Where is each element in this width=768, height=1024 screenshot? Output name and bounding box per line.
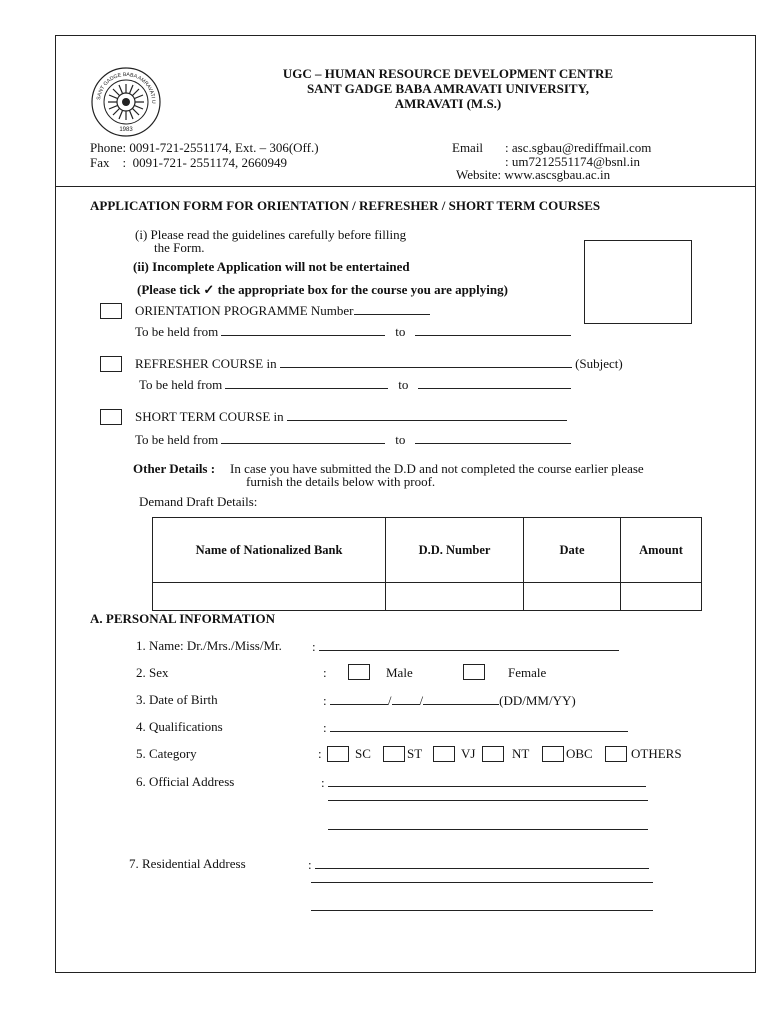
official-address-line-1[interactable]: [328, 774, 646, 787]
other-details-text-cont: furnish the details below with proof.: [246, 474, 436, 489]
dob-year-blank[interactable]: [423, 692, 499, 705]
demand-draft-table: [152, 517, 702, 611]
refresher-from-blank[interactable]: [225, 376, 388, 389]
dd-bank-cell[interactable]: [153, 583, 386, 611]
residential-address-line-1[interactable]: [315, 856, 649, 869]
category-colon: :: [318, 746, 322, 761]
tick-icon: ✓: [203, 282, 215, 297]
category-obc-label: OBC: [566, 746, 593, 761]
official-address-label: 6. Official Address: [136, 774, 235, 789]
male-checkbox[interactable]: [348, 664, 370, 680]
dob-month-blank[interactable]: [392, 692, 420, 705]
guideline-1-cont: the Form.: [154, 240, 205, 255]
header-city: AMRAVATI (M.S.): [394, 96, 502, 111]
qualifications-blank[interactable]: [330, 719, 628, 732]
official-address-field: :: [321, 774, 646, 791]
name-blank[interactable]: [319, 638, 619, 651]
guideline-1: (i) Please read the guidelines carefully before filling: [135, 227, 407, 242]
header-email-label: Email: [452, 140, 484, 155]
university-seal-logo: [90, 66, 162, 138]
residential-address-field: :: [308, 856, 649, 873]
refresher-row: REFRESHER COURSE in (Subject): [135, 356, 623, 371]
dd-number-cell[interactable]: [386, 583, 524, 611]
guideline-2: (ii) Incomplete Application will not be entertained: [133, 259, 410, 274]
residential-address-line-2[interactable]: [311, 882, 653, 883]
category-vj-label: VJ: [461, 746, 476, 761]
header-email-1: : asc.sgbau@rediffmail.com: [505, 140, 652, 155]
name-field: :: [312, 638, 619, 655]
header-university-name: SANT GADGE BABA AMRAVATI UNIVERSITY,: [306, 81, 590, 96]
category-vj-checkbox[interactable]: [433, 746, 455, 762]
header-email-2: : um7212551174@bsnl.in: [505, 154, 640, 169]
short-term-to-blank[interactable]: [415, 431, 571, 444]
header-phone: Phone: 0091-721-2551174, Ext. – 306(Off.): [90, 140, 319, 155]
form-title: APPLICATION FORM FOR ORIENTATION / REFRESHER / SHORT TERM COURSES: [90, 198, 601, 213]
table-row: [153, 583, 702, 611]
other-details-text: In case you have submitted the D.D and not completed the course earlier please: [230, 461, 644, 476]
refresher-checkbox[interactable]: [100, 356, 122, 372]
dd-header-bank: Name of Nationalized Bank: [153, 518, 386, 583]
dd-amount-cell[interactable]: [621, 583, 702, 611]
category-sc-checkbox[interactable]: [327, 746, 349, 762]
qualifications-label: 4. Qualifications: [136, 719, 223, 734]
orientation-checkbox[interactable]: [100, 303, 122, 319]
other-details-label: Other Details :: [133, 461, 216, 476]
official-address-line-3[interactable]: [328, 829, 648, 830]
male-label: Male: [386, 665, 413, 680]
orientation-to-blank[interactable]: [415, 323, 571, 336]
qualifications-field: :: [323, 719, 628, 736]
refresher-to-blank[interactable]: [418, 376, 571, 389]
short-term-course-blank[interactable]: [287, 408, 567, 421]
dob-day-blank[interactable]: [330, 692, 388, 705]
orientation-from-blank[interactable]: [221, 323, 385, 336]
dob-label: 3. Date of Birth: [136, 692, 218, 707]
residential-address-line-3[interactable]: [311, 910, 653, 911]
refresher-subject-blank[interactable]: [280, 355, 572, 368]
category-obc-checkbox[interactable]: [542, 746, 564, 762]
header-divider: [55, 186, 755, 187]
dd-header-date: Date: [524, 518, 621, 583]
official-address-line-2[interactable]: [328, 800, 648, 801]
dd-date-cell[interactable]: [524, 583, 621, 611]
personal-info-title: A. PERSONAL INFORMATION: [90, 611, 276, 626]
category-others-label: OTHERS: [631, 746, 682, 761]
short-term-from-blank[interactable]: [221, 431, 385, 444]
residential-address-label: 7. Residential Address: [129, 856, 246, 871]
name-label: 1. Name: Dr./Mrs./Miss/Mr.: [136, 638, 282, 653]
header-fax: Fax : 0091-721- 2551174, 2660949: [90, 155, 288, 170]
tick-instruction: (Please tick ✓ the appropriate box for the course you are applying): [137, 282, 508, 297]
category-label: 5. Category: [136, 746, 197, 761]
dd-header-number: D.D. Number: [386, 518, 524, 583]
category-others-checkbox[interactable]: [605, 746, 627, 762]
category-st-label: ST: [407, 746, 423, 761]
category-nt-label: NT: [512, 746, 530, 761]
short-term-dates: To be held from to: [135, 431, 571, 448]
header-website: Website: www.ascsgbau.ac.in: [456, 167, 611, 182]
sex-label: 2. Sex: [136, 665, 169, 680]
orientation-number-blank[interactable]: [354, 302, 430, 315]
dd-details-label: Demand Draft Details:: [139, 494, 258, 509]
orientation-row: ORIENTATION PROGRAMME Number: [135, 302, 430, 319]
short-term-checkbox[interactable]: [100, 409, 122, 425]
header-centre-name: UGC – HUMAN RESOURCE DEVELOPMENT CENTRE: [282, 66, 614, 81]
photo-box[interactable]: [584, 240, 692, 324]
female-checkbox[interactable]: [463, 664, 485, 680]
refresher-dates: To be held from to: [139, 376, 571, 393]
svg-text:SANT GADGE BABA AMRAVATI UNIVE: SANT GADGE BABA AMRAVATI U: [96, 71, 157, 104]
category-nt-checkbox[interactable]: [482, 746, 504, 762]
category-sc-label: SC: [355, 746, 371, 761]
sex-colon: :: [323, 665, 327, 680]
category-st-checkbox[interactable]: [383, 746, 405, 762]
female-label: Female: [508, 665, 547, 680]
table-header-row: [153, 518, 702, 583]
short-term-row: SHORT TERM COURSE in: [135, 408, 567, 425]
svg-text:1983: 1983: [119, 127, 133, 133]
orientation-dates: To be held from to: [135, 323, 571, 340]
dd-header-amount: Amount: [621, 518, 702, 583]
dob-field: : / / (DD/MM/YY): [323, 693, 576, 708]
